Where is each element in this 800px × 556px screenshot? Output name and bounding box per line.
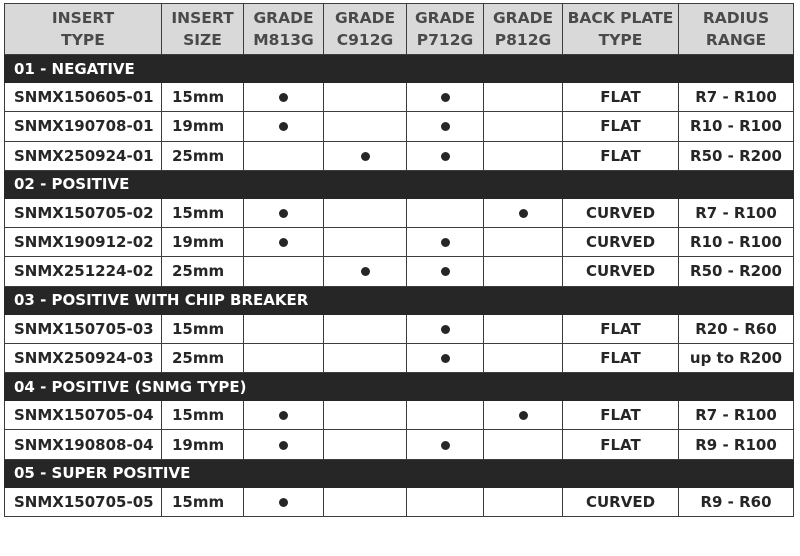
bullet-icon xyxy=(441,93,450,102)
table-row xyxy=(5,487,794,516)
grade-p712g-cell xyxy=(407,343,484,372)
table-row xyxy=(5,228,794,257)
back-plate-cell: FLAT xyxy=(563,83,679,112)
insert-size-cell: 15mm xyxy=(162,487,244,516)
insert-size-cell: 19mm xyxy=(162,228,244,257)
header-radius-range: RADIUS RANGE xyxy=(679,4,794,55)
back-plate-cell: CURVED xyxy=(563,487,679,516)
radius-range-cell: R7 - R100 xyxy=(679,198,794,227)
bullet-icon xyxy=(361,152,370,161)
grade-m813g-cell xyxy=(244,141,324,170)
radius-range-cell: R7 - R100 xyxy=(679,401,794,430)
grade-c912g-cell xyxy=(324,198,407,227)
radius-range-cell: R9 - R100 xyxy=(679,430,794,459)
back-plate-cell: FLAT xyxy=(563,141,679,170)
grade-p812g-cell xyxy=(484,198,563,227)
grade-m813g-cell xyxy=(244,198,324,227)
back-plate-cell: FLAT xyxy=(563,430,679,459)
grade-c912g-cell xyxy=(324,141,407,170)
radius-range-cell: R7 - R100 xyxy=(679,83,794,112)
grade-p812g-cell xyxy=(484,83,563,112)
back-plate-cell: FLAT xyxy=(563,343,679,372)
grade-c912g-cell xyxy=(324,314,407,343)
back-plate-cell: CURVED xyxy=(563,257,679,286)
grade-p712g-cell xyxy=(407,257,484,286)
group-title: 02 - POSITIVE xyxy=(5,170,794,198)
insert-type-cell: SNMX190808-04 xyxy=(5,430,162,459)
grade-m813g-cell xyxy=(244,401,324,430)
table-row xyxy=(5,198,794,227)
group-header-row xyxy=(5,459,794,487)
grade-c912g-cell xyxy=(324,430,407,459)
insert-size-cell: 19mm xyxy=(162,112,244,141)
insert-type-cell: SNMX251224-02 xyxy=(5,257,162,286)
radius-range-cell: R9 - R60 xyxy=(679,487,794,516)
grade-p712g-cell xyxy=(407,487,484,516)
grade-m813g-cell xyxy=(244,228,324,257)
grade-p712g-cell xyxy=(407,401,484,430)
table-row xyxy=(5,83,794,112)
insert-size-cell: 25mm xyxy=(162,343,244,372)
grade-p812g-cell xyxy=(484,257,563,286)
group-header-row xyxy=(5,286,794,314)
back-plate-cell: CURVED xyxy=(563,198,679,227)
group-title: 04 - POSITIVE (SNMG TYPE) xyxy=(5,373,794,401)
bullet-icon xyxy=(441,238,450,247)
radius-range-cell: up to R200 xyxy=(679,343,794,372)
grade-p812g-cell xyxy=(484,112,563,141)
bullet-icon xyxy=(441,441,450,450)
group-title: 05 - SUPER POSITIVE xyxy=(5,459,794,487)
header-grade-m813g: GRADE M813G xyxy=(244,4,324,55)
header-row xyxy=(5,4,794,55)
insert-size-cell: 19mm xyxy=(162,430,244,459)
back-plate-cell: FLAT xyxy=(563,401,679,430)
grade-p712g-cell xyxy=(407,314,484,343)
group-title: 03 - POSITIVE WITH CHIP BREAKER xyxy=(5,286,794,314)
header-insert-type: INSERT TYPE xyxy=(5,4,162,55)
insert-spec-table-container xyxy=(4,3,794,517)
group-title: 01 - NEGATIVE xyxy=(5,55,794,83)
table-row xyxy=(5,257,794,286)
table-row xyxy=(5,112,794,141)
insert-size-cell: 25mm xyxy=(162,141,244,170)
grade-m813g-cell xyxy=(244,314,324,343)
grade-c912g-cell xyxy=(324,112,407,141)
radius-range-cell: R50 - R200 xyxy=(679,141,794,170)
grade-p712g-cell xyxy=(407,141,484,170)
grade-p712g-cell xyxy=(407,430,484,459)
grade-c912g-cell xyxy=(324,83,407,112)
table-row xyxy=(5,141,794,170)
grade-m813g-cell xyxy=(244,487,324,516)
insert-type-cell: SNMX150605-01 xyxy=(5,83,162,112)
grade-m813g-cell xyxy=(244,112,324,141)
grade-p812g-cell xyxy=(484,430,563,459)
grade-c912g-cell xyxy=(324,401,407,430)
bullet-icon xyxy=(279,122,288,131)
header-insert-size: INSERT SIZE xyxy=(162,4,244,55)
insert-size-cell: 15mm xyxy=(162,401,244,430)
insert-type-cell: SNMX150705-05 xyxy=(5,487,162,516)
grade-c912g-cell xyxy=(324,343,407,372)
insert-size-cell: 15mm xyxy=(162,198,244,227)
grade-p812g-cell xyxy=(484,401,563,430)
grade-p812g-cell xyxy=(484,314,563,343)
grade-p712g-cell xyxy=(407,228,484,257)
bullet-icon xyxy=(279,93,288,102)
grade-p812g-cell xyxy=(484,343,563,372)
bullet-icon xyxy=(361,267,370,276)
grade-c912g-cell xyxy=(324,228,407,257)
grade-p712g-cell xyxy=(407,83,484,112)
bullet-icon xyxy=(519,411,528,420)
table-row xyxy=(5,430,794,459)
insert-size-cell: 15mm xyxy=(162,314,244,343)
table-row xyxy=(5,343,794,372)
radius-range-cell: R20 - R60 xyxy=(679,314,794,343)
back-plate-cell: FLAT xyxy=(563,112,679,141)
grade-m813g-cell xyxy=(244,257,324,286)
insert-type-cell: SNMX250924-03 xyxy=(5,343,162,372)
grade-p712g-cell xyxy=(407,198,484,227)
radius-range-cell: R10 - R100 xyxy=(679,112,794,141)
bullet-icon xyxy=(279,498,288,507)
insert-type-cell: SNMX190912-02 xyxy=(5,228,162,257)
grade-c912g-cell xyxy=(324,257,407,286)
insert-type-cell: SNMX150705-02 xyxy=(5,198,162,227)
header-grade-p812g: GRADE P812G xyxy=(484,4,563,55)
insert-type-cell: SNMX150705-04 xyxy=(5,401,162,430)
grade-p812g-cell xyxy=(484,228,563,257)
bullet-icon xyxy=(441,122,450,131)
grade-m813g-cell xyxy=(244,430,324,459)
insert-type-cell: SNMX190708-01 xyxy=(5,112,162,141)
bullet-icon xyxy=(279,209,288,218)
grade-m813g-cell xyxy=(244,343,324,372)
bullet-icon xyxy=(279,411,288,420)
bullet-icon xyxy=(441,267,450,276)
grade-p812g-cell xyxy=(484,487,563,516)
header-grade-p712g: GRADE P712G xyxy=(407,4,484,55)
insert-size-cell: 25mm xyxy=(162,257,244,286)
bullet-icon xyxy=(279,441,288,450)
group-header-row xyxy=(5,170,794,198)
bullet-icon xyxy=(441,325,450,334)
grade-c912g-cell xyxy=(324,487,407,516)
grade-p712g-cell xyxy=(407,112,484,141)
back-plate-cell: FLAT xyxy=(563,314,679,343)
radius-range-cell: R10 - R100 xyxy=(679,228,794,257)
table-body xyxy=(5,55,794,517)
header-grade-c912g: GRADE C912G xyxy=(324,4,407,55)
group-header-row xyxy=(5,55,794,83)
insert-size-cell: 15mm xyxy=(162,83,244,112)
back-plate-cell: CURVED xyxy=(563,228,679,257)
radius-range-cell: R50 - R200 xyxy=(679,257,794,286)
insert-type-cell: SNMX150705-03 xyxy=(5,314,162,343)
bullet-icon xyxy=(519,209,528,218)
bullet-icon xyxy=(279,238,288,247)
table-row xyxy=(5,401,794,430)
bullet-icon xyxy=(441,354,450,363)
bullet-icon xyxy=(441,152,450,161)
insert-type-cell: SNMX250924-01 xyxy=(5,141,162,170)
insert-spec-table xyxy=(4,3,794,517)
table-row xyxy=(5,314,794,343)
grade-m813g-cell xyxy=(244,83,324,112)
header-back-plate-type: BACK PLATE TYPE xyxy=(563,4,679,55)
grade-p812g-cell xyxy=(484,141,563,170)
group-header-row xyxy=(5,373,794,401)
